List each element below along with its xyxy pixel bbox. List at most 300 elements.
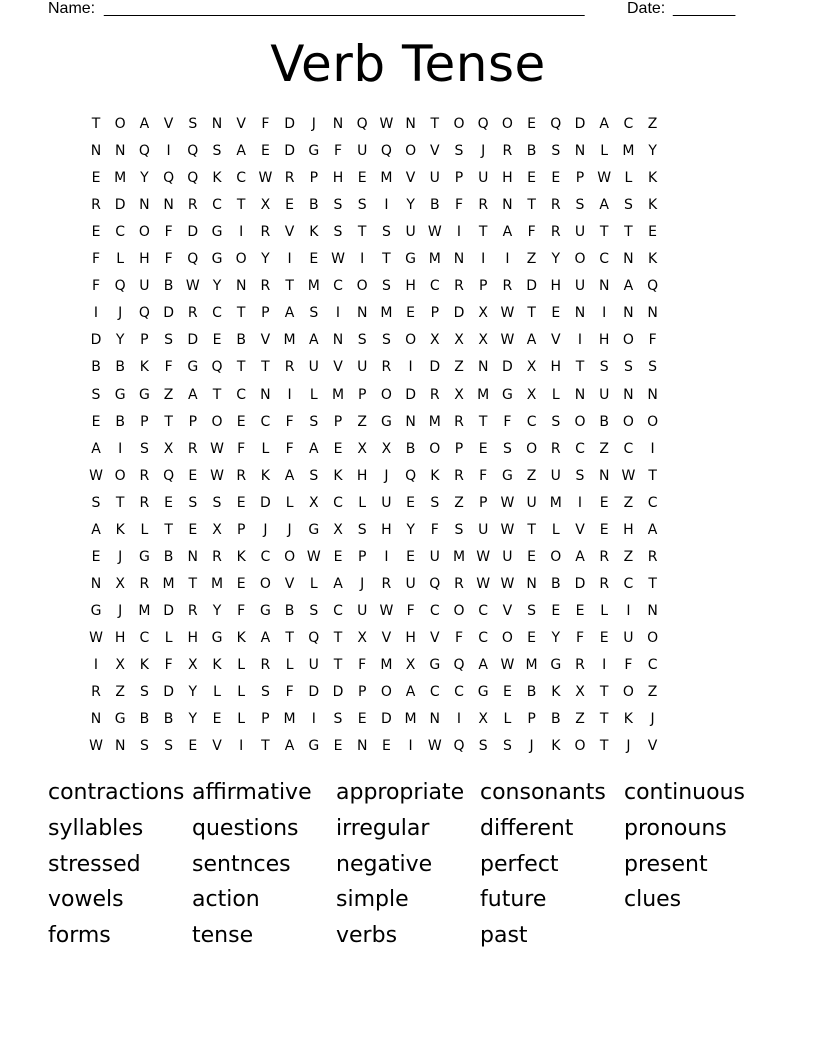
grid-letter: Y [648,143,657,160]
grid-letter: F [285,440,294,457]
grid-letter: P [454,440,464,457]
grid-letter: R [260,657,271,673]
grid-letter: C [260,548,271,565]
grid-letter: O [405,143,417,160]
grid-letter: E [164,494,174,511]
grid-letter: U [308,359,319,376]
grid-letter: I [408,359,413,376]
grid-letter: C [623,575,634,592]
grid-letter: U [502,548,513,565]
grid-letter: X [381,440,392,457]
grid-letter: M [477,386,490,403]
grid-letter: C [212,197,222,214]
grid-letter: L [551,386,560,403]
grid-letter: Z [454,359,464,376]
grid-letter: X [260,197,271,214]
grid-letter: Y [551,629,561,646]
grid-letter: W [89,629,103,646]
grid-letter: A [333,575,343,592]
grid-letter: W [621,467,636,484]
grid-letter: O [284,548,296,565]
grid-letter: E [381,738,391,755]
grid-letter: A [575,548,585,565]
grid-letter: I [287,386,292,403]
grid-letter: C [333,494,343,511]
grid-letter: L [503,711,512,728]
grid-letter: G [308,143,320,160]
grid-letter: N [90,711,102,728]
grid-row [0,221,816,248]
grid-letter: Y [188,711,198,728]
grid-letter: M [380,170,393,187]
grid-letter: M [307,278,320,295]
grid-letter: W [476,548,491,565]
grid-letter: S [357,332,367,349]
grid-letter: J [481,143,486,160]
grid-letter: R [454,575,464,592]
grid-letter: M [428,413,441,430]
grid-letter: R [187,305,198,322]
grid-letter: D [163,684,174,701]
grid-letter: G [405,251,417,268]
grid-letter: F [624,657,633,673]
grid-letter: U [357,143,368,160]
grid-letter: J [263,521,268,538]
grid-letter: T [164,521,173,538]
grid-letter: M [162,575,175,592]
grid-letter: S [623,197,633,214]
grid-letter: N [356,738,368,755]
grid-letter: D [284,143,295,160]
word-bank-item: sentnces [192,851,291,877]
grid-letter: T [599,224,609,241]
grid-letter: S [430,494,440,511]
grid-letter: Q [187,143,199,160]
grid-letter: Q [211,359,223,376]
grid-letter: T [478,413,488,430]
grid-letter: N [356,305,368,322]
grid-letter: J [311,116,316,132]
grid-letter: O [574,251,586,268]
grid-letter: G [501,467,513,484]
grid-letter: L [285,657,294,673]
grid-letter: B [163,278,174,295]
grid-letter: J [360,575,365,592]
grid-letter: Z [163,386,174,403]
grid-letter: S [623,359,633,376]
grid-letter: S [551,413,561,430]
grid-letter: N [598,278,610,295]
grid-letter: P [430,305,440,322]
grid-letter: T [285,278,294,295]
grid-row [0,681,816,708]
grid-letter: B [139,711,150,728]
grid-letter: C [115,224,126,241]
grid-letter: D [502,359,513,376]
grid-letter: U [429,170,440,187]
grid-letter: E [478,440,488,457]
grid-letter: E [91,413,101,430]
grid-letter: A [91,440,101,457]
grid-letter: P [478,494,488,511]
grid-letter: R [284,359,295,376]
grid-letter: U [478,170,489,187]
grid-letter: I [577,332,583,349]
grid-letter: X [115,575,125,592]
grid-letter: W [306,548,321,565]
grid-letter: H [598,332,610,349]
grid-letter: G [211,629,223,646]
grid-letter: L [358,494,367,511]
grid-letter: P [140,413,149,430]
word-bank-item: continuous [624,780,745,805]
grid-letter: E [406,548,416,565]
grid-letter: X [430,332,440,349]
grid-letter: V [212,738,222,755]
grid-letter: N [405,116,416,132]
grid-letter: B [308,197,319,214]
page-title: Verb Tense [270,35,546,93]
grid-letter: I [93,305,99,322]
grid-letter: W [427,738,442,755]
grid-letter: E [406,494,416,511]
grid-letter: I [505,251,510,268]
grid-letter: J [650,711,655,728]
grid-letter: Q [138,305,150,322]
grid-letter: Q [163,467,175,484]
grid-letter: C [647,494,658,511]
grid-letter: F [648,332,657,349]
grid-letter: N [211,116,223,132]
grid-letter: Q [429,575,441,592]
grid-letter: Q [380,143,392,160]
grid-letter: B [405,440,416,457]
grid-letter: T [527,521,536,538]
grid-letter: S [309,305,319,322]
grid-letter: S [333,711,343,728]
word-bank-item: affirmative [192,780,312,805]
grid-letter: K [212,657,222,673]
grid-letter: Y [551,251,561,268]
grid-row [0,546,816,573]
grid-letter: V [551,332,561,349]
grid-letter: I [626,602,631,619]
grid-letter: F [237,602,246,619]
grid-letter: T [164,413,173,430]
date-label: Date: [627,0,666,17]
grid-letter: W [210,440,224,457]
grid-letter: S [139,440,149,457]
grid-letter: S [309,467,319,484]
grid-row [0,167,816,194]
grid-letter: C [333,278,343,295]
grid-letter: K [551,738,561,755]
grid-letter: H [139,251,150,268]
grid-letter: A [309,440,319,457]
grid-letter: I [311,711,316,728]
grid-letter: T [261,359,270,376]
grid-letter: X [526,359,537,376]
grid-letter: I [118,440,123,457]
grid-letter: V [284,575,295,592]
grid-letter: S [260,684,270,701]
grid-letter: H [381,521,392,538]
grid-letter: C [623,440,634,457]
grid-letter: V [236,116,246,132]
grid-letter: E [188,521,198,538]
grid-letter: O [550,548,562,565]
word-bank-item: tense [192,923,254,949]
grid-letter: H [502,170,513,187]
grid-row [0,140,816,167]
word-bank-item: contractions [48,780,185,805]
grid-letter: E [236,494,246,511]
grid-letter: F [358,657,367,673]
grid-letter: T [478,224,488,241]
grid-letter: C [454,684,464,701]
grid-row [0,492,816,519]
grid-letter: N [526,575,537,592]
grid-letter: Z [526,251,537,268]
grid-letter: R [284,170,295,187]
grid-letter: V [575,521,585,538]
grid-letter: Y [140,170,149,187]
grid-letter: D [574,575,586,592]
grid-letter: G [90,602,102,619]
grid-letter: L [600,602,609,619]
grid-letter: O [114,116,126,132]
grid-letter: J [118,602,123,619]
grid-letter: D [260,494,271,511]
grid-letter: D [574,116,586,132]
grid-letter: M [331,386,345,403]
grid-letter: S [502,738,512,755]
grid-letter: N [647,602,658,619]
grid-letter: M [428,251,441,268]
grid-letter: U [357,359,368,376]
grid-letter: S [309,602,319,619]
grid-letter: D [381,711,392,728]
grid-letter: L [237,711,246,728]
grid-letter: J [287,521,292,538]
grid-letter: V [381,629,392,646]
grid-letter: D [308,684,320,701]
grid-letter: E [285,197,295,214]
grid-letter: O [259,575,271,592]
word-bank-item: present [624,851,708,877]
grid-letter: T [527,197,536,214]
grid-letter: R [478,197,489,214]
word-bank-item: perfect [480,851,559,877]
grid-letter: E [333,440,343,457]
grid-row [0,113,816,140]
grid-letter: R [187,602,198,619]
grid-letter: B [526,684,537,701]
grid-letter: R [454,413,464,430]
grid-letter: T [599,711,609,728]
grid-letter: W [210,467,224,484]
grid-letter: H [550,278,562,295]
grid-letter: S [91,386,101,403]
grid-letter: H [623,521,634,538]
grid-letter: J [529,738,534,755]
grid-letter: U [574,224,586,241]
grid-letter: E [91,170,101,187]
grid-letter: Y [261,251,270,268]
grid-letter: R [454,278,464,295]
grid-letter: W [476,575,491,592]
word-bank-item: syllables [48,815,144,841]
grid-letter: R [575,657,585,673]
grid-letter: S [91,494,101,511]
grid-letter: T [188,575,198,592]
grid-letter: B [236,332,246,349]
grid-letter: X [575,684,585,701]
word-bank-item: pronouns [624,815,727,841]
grid-letter: N [405,413,416,430]
grid-letter: N [598,467,610,484]
grid-letter: W [597,170,612,187]
grid-letter: E [502,684,512,701]
grid-letter: N [114,738,126,755]
grid-letter: B [163,548,174,565]
grid-letter: T [261,738,270,755]
grid-letter: I [408,738,413,755]
grid-letter: W [500,575,515,592]
grid-letter: H [405,629,416,646]
grid-letter: C [478,629,489,646]
header [48,0,748,20]
grid-letter: A [599,116,609,132]
grid-letter: F [454,629,464,646]
grid-letter: S [527,602,537,619]
grid-letter: S [212,494,222,511]
grid-row [0,329,816,356]
grid-letter: A [260,629,271,646]
grid-letter: E [309,251,319,268]
grid-letter: O [138,224,150,241]
grid-letter: I [166,143,171,160]
grid-letter: R [550,440,561,457]
grid-letter: O [622,332,634,349]
grid-letter: R [260,224,271,241]
grid-letter: Q [187,170,199,187]
grid-letter: F [91,278,101,295]
grid-letter: F [454,197,464,214]
grid-letter: N [332,116,344,132]
grid-letter: N [114,143,126,160]
grid-letter: S [381,224,391,241]
grid-letter: I [287,251,292,268]
grid-letter: W [500,305,515,322]
grid-letter: P [478,278,488,295]
grid-letter: B [284,602,295,619]
grid-letter: Q [477,116,489,132]
word-bank-item: appropriate [336,780,465,805]
grid-letter: O [356,278,368,295]
grid-letter: H [405,278,416,295]
word-bank-item: irregular [336,815,430,841]
grid-letter: K [236,629,246,646]
grid-letter: R [139,494,150,511]
grid-letter: U [139,278,150,295]
grid-letter: F [164,657,173,673]
grid-letter: T [430,116,440,132]
grid-letter: Z [623,494,634,511]
grid-letter: B [550,711,561,728]
grid-letter: M [404,711,417,728]
grid-letter: O [211,413,223,430]
word-bank-item: questions [192,815,299,841]
grid-letter: F [237,440,246,457]
grid-letter: F [479,467,488,484]
grid-letter: B [163,711,174,728]
grid-letter: E [260,143,270,160]
grid-letter: T [212,386,222,403]
grid-letter: E [333,738,343,755]
grid-letter: C [236,386,247,403]
grid-letter: J [118,548,123,565]
grid-letter: R [599,575,610,592]
grid-letter: W [427,224,442,241]
grid-letter: A [236,143,246,160]
grid-letter: I [577,494,583,511]
grid-letter: T [624,224,633,241]
grid-row [0,356,816,383]
grid-letter: X [357,440,367,457]
grid-letter: D [163,305,174,322]
grid-letter: V [260,332,271,349]
grid-letter: F [575,629,585,646]
grid-letter: E [212,711,222,728]
grid-row [0,384,816,411]
grid-letter: I [239,738,244,755]
grid-letter: T [115,494,125,511]
grid-letter: W [500,332,515,349]
grid-letter: N [163,197,174,214]
grid-letter: K [648,170,658,187]
grid-letter: Q [647,278,659,295]
grid-letter: P [188,413,198,430]
grid-letter: X [405,657,416,673]
grid-letter: L [116,251,125,268]
grid-letter: B [429,197,440,214]
grid-letter: A [284,738,295,755]
grid-letter: K [333,467,343,484]
grid-letter: X [212,521,222,538]
grid-letter: J [118,305,123,322]
grid-letter: N [574,143,586,160]
grid-letter: S [188,116,198,132]
grid-letter: V [502,602,513,619]
grid-letter: F [503,413,512,430]
grid-letter: S [357,197,367,214]
grid-letter: Z [623,548,634,565]
grid-letter: E [188,467,198,484]
grid-letter: M [380,657,393,673]
grid-letter: S [381,332,391,349]
grid-letter: E [236,575,246,592]
grid-letter: R [91,197,101,214]
grid-letter: X [478,711,488,728]
grid-letter: C [429,684,440,701]
grid-letter: S [502,440,512,457]
grid-letter: N [187,548,199,565]
grid-letter: C [333,602,343,619]
grid-letter: A [526,332,537,349]
grid-letter: T [333,657,343,673]
grid-letter: X [357,629,367,646]
